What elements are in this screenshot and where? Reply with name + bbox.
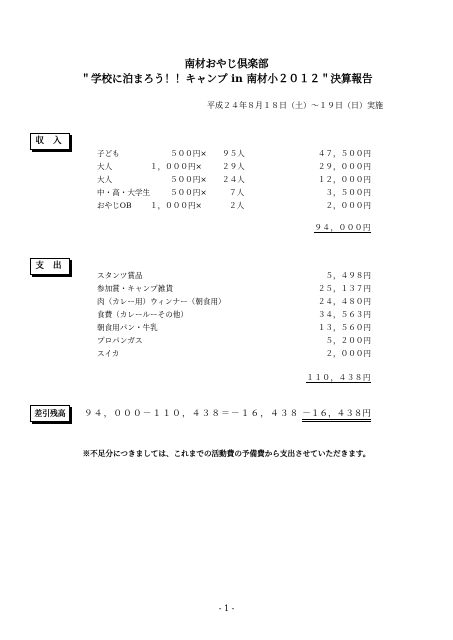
income-amount: ２９，０００円 [317,162,371,171]
expense-name: スタンツ賞品 [97,271,143,280]
expense-total: １１０，４３８円 [306,373,371,382]
income-amount: ４７，５００円 [317,149,371,158]
income-amount: １２，０００円 [317,175,371,184]
expense-amount: １３，５６０円 [317,323,371,332]
expense-amount: ２４，４８０円 [317,297,371,306]
income-name: 大人 [97,175,113,184]
balance-label: 差引残高 [30,405,70,422]
income-count: ２９人 [222,162,245,171]
income-name: おやじOB [97,201,132,210]
report-title: ＂学校に泊まろう！！キャンプ in 南材小２０１２＂決算報告 [80,73,373,85]
expense-amount: ５，２００円 [325,336,371,345]
expense-name: スイカ [97,349,120,358]
balance-formula: ９４，０００－１１０，４３８＝－１６，４３８ [84,409,300,419]
expense-amount: ２，０００円 [325,349,371,358]
income-amount: ２，０００円 [325,201,371,210]
income-unit: ５００円× [170,188,207,197]
balance-amount: －１６，４３８円 [302,409,371,422]
income-unit: ５００円× [170,175,207,184]
page-number: - 1 - [218,604,235,613]
income-label: 収 入 [30,133,70,150]
expense-amount: ２５，１３７円 [317,284,371,293]
income-count: ２人 [229,201,245,210]
expense-name: 参加賞・キャンプ雑貨 [97,284,173,293]
income-count: ９５人 [222,149,245,158]
income-unit: １，０００円× [150,201,202,210]
income-unit: １，０００円× [150,162,202,171]
income-count: ７人 [229,188,245,197]
expense-name: プロパンガス [97,336,143,345]
expense-name: 食費（カレールーその他） [97,310,188,319]
income-total: ９４，０００円 [314,223,371,232]
income-name: 大人 [97,162,113,171]
footnote: ※不足分につきましては、これまでの活動費の予備費から支出させていただきます。 [82,449,371,458]
income-amount: ３，５００円 [325,188,371,197]
event-date: 平成２４年８月１８日（土）～１９日（日）実施 [207,101,383,110]
income-name: 中・高・大学生 [97,188,151,197]
expense-label: 支 出 [30,258,70,275]
expense-amount: ５，４９８円 [325,271,371,280]
income-unit: ５００円× [170,149,207,158]
income-count: ２４人 [222,175,245,184]
expense-name: 肉（カレー用）ウィンナー（朝食用） [97,297,226,306]
income-name: 子ども [97,149,120,158]
expense-amount: ３４，５６３円 [317,310,371,319]
expense-name: 朝食用パン・牛乳 [97,323,158,332]
club-name: 南材おやじ倶楽部 [184,58,269,70]
